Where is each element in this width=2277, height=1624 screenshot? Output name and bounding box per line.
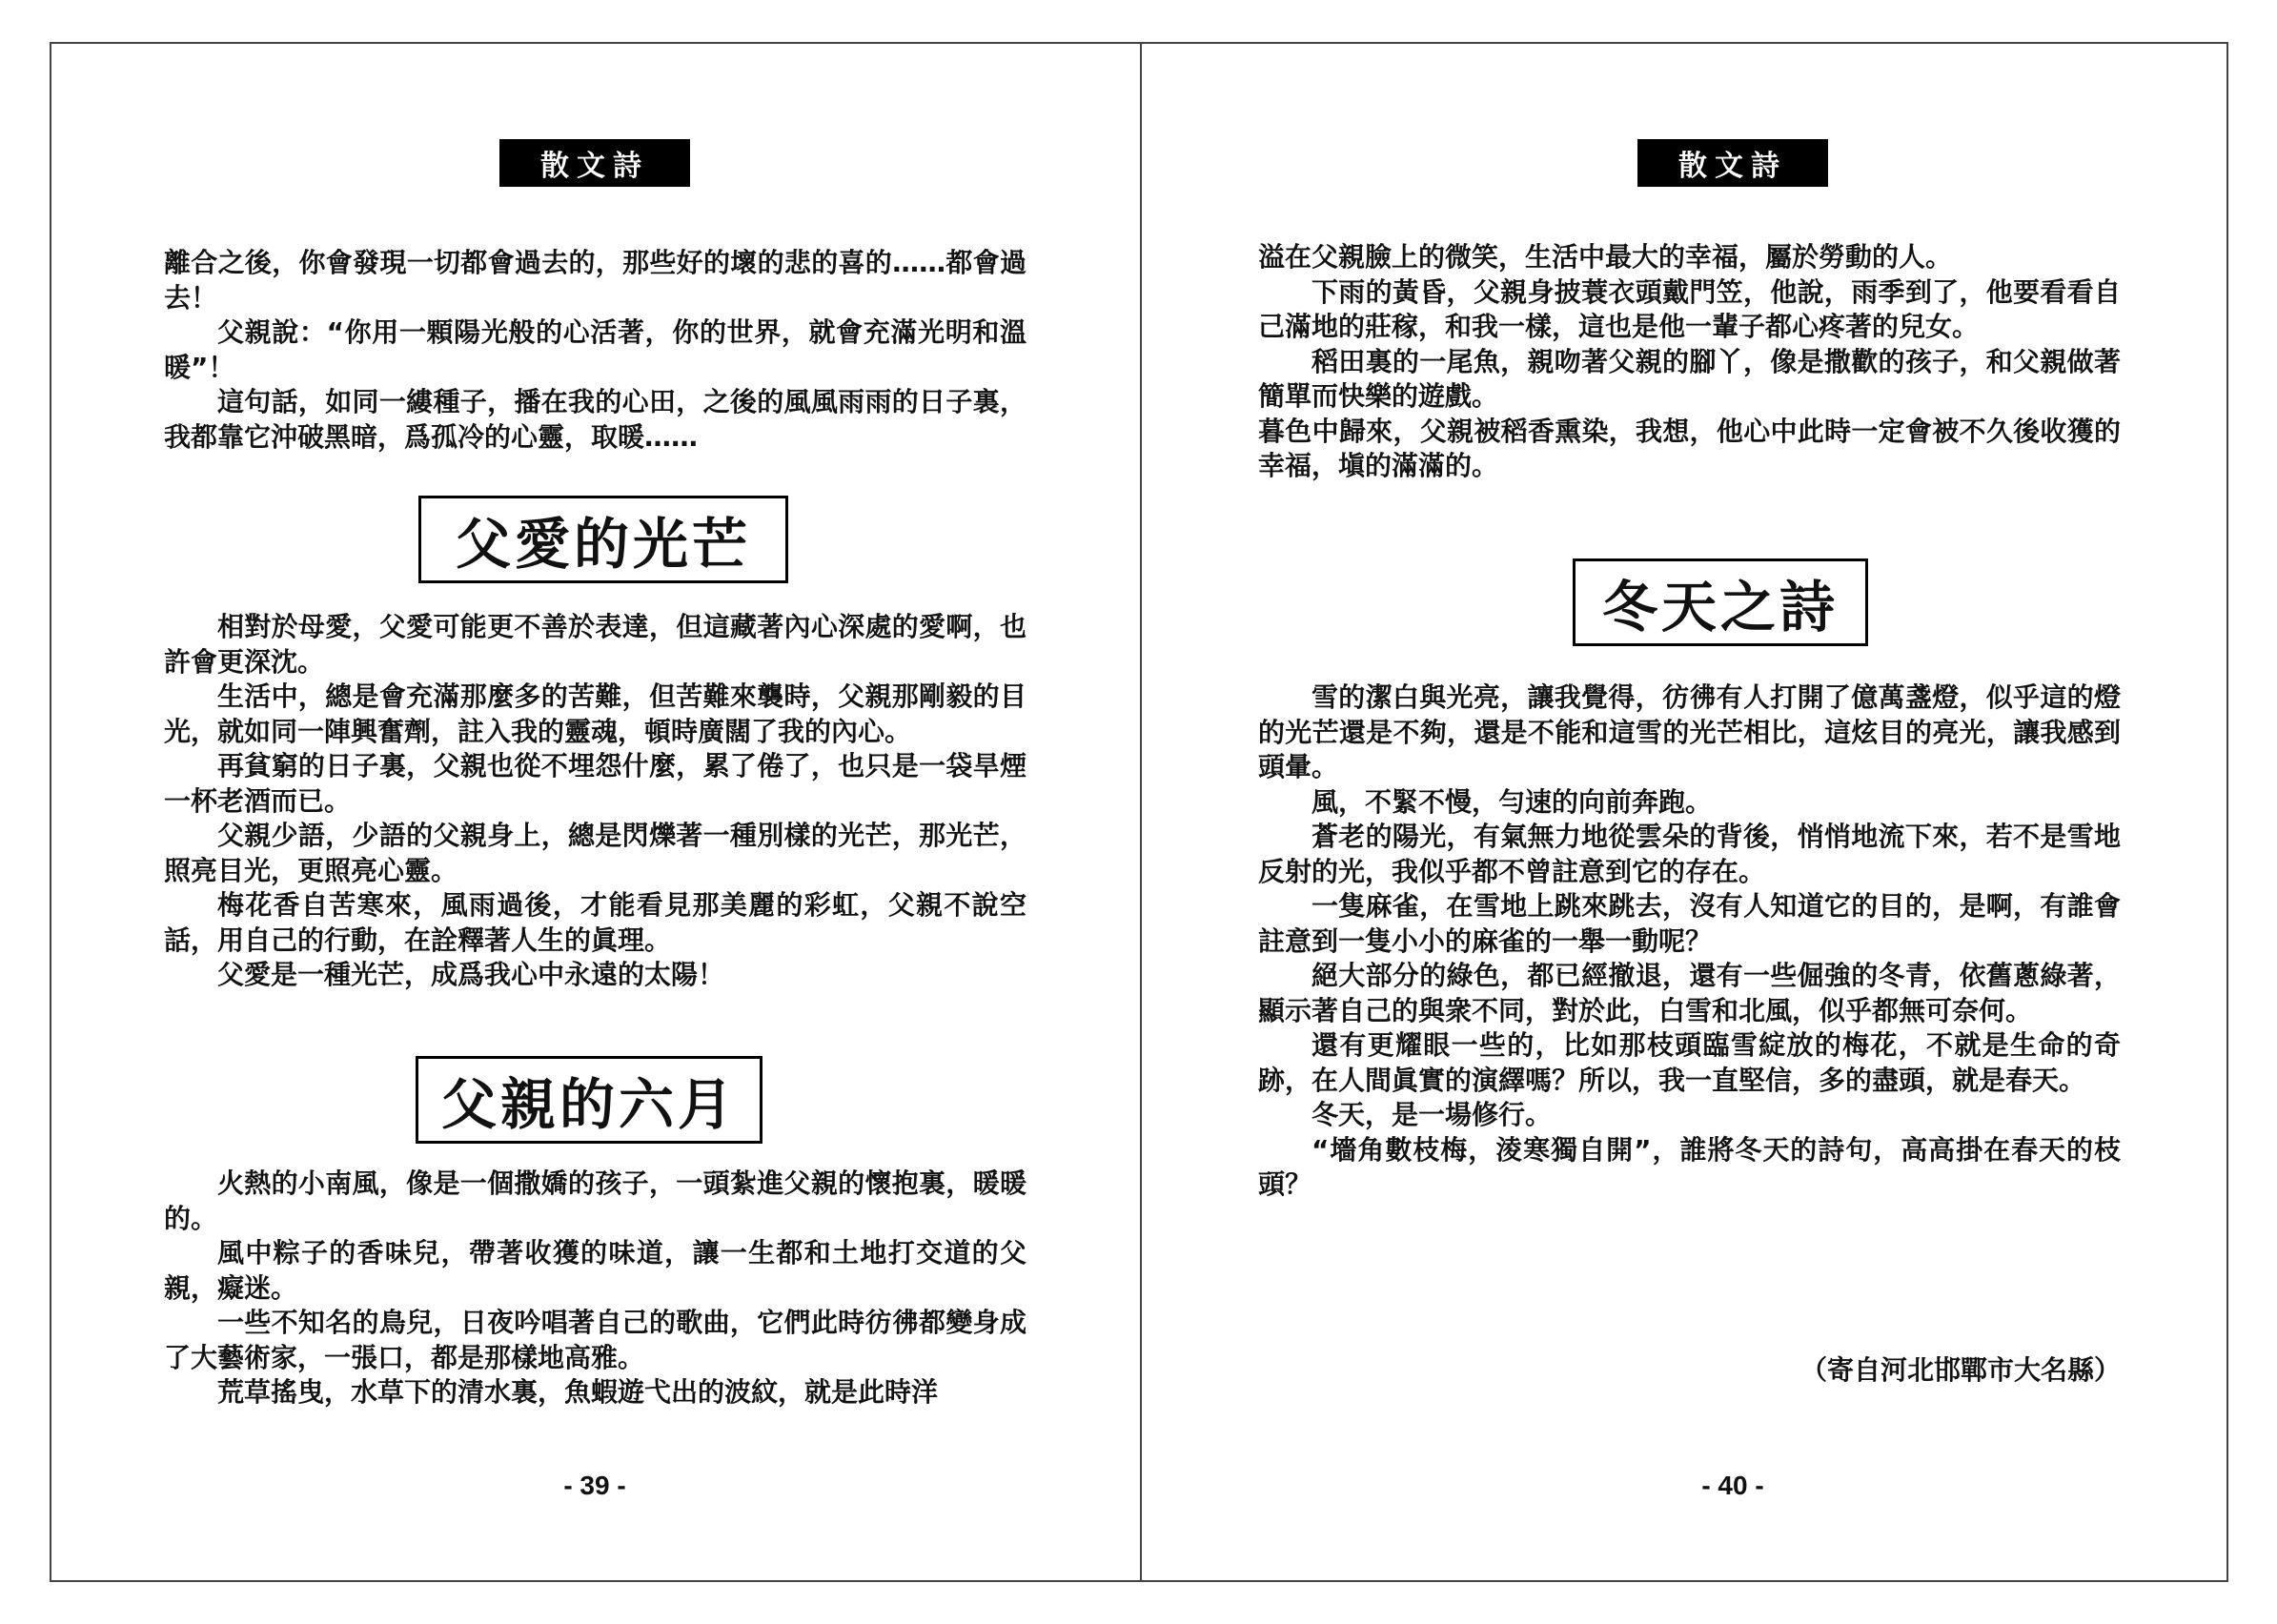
paragraph: “墻角數枝梅，淩寒獨自開”，誰將冬天的詩句，高高掛在春天的枝頭？: [1258, 1133, 2121, 1200]
paragraph: 雪的潔白與光亮，讓我覺得，彷彿有人打開了億萬盞燈，似乎這的燈的光芒還是不夠，還是不能和這雪的光芒相比，這炫目的亮光，讓我感到頭暈。: [1258, 681, 2121, 782]
poem-body: [164, 610, 1027, 993]
paragraph: 風，不緊不慢，勻速的向前奔跑。: [1311, 785, 1713, 818]
left-page: [51, 44, 1140, 1580]
intro-text: [164, 246, 1027, 455]
paragraph: 蒼老的陽光，有氣無力地從雲朵的背後，悄悄地流下來，若不是雪地反射的光，我似乎都不曾註意到它的存在。: [1258, 821, 2121, 887]
paragraph: 冬天，是一場修行。: [1311, 1099, 1553, 1130]
paragraph: 一隻麻雀，在雪地上跳來跳去，沒有人知道它的目的，是啊，有誰會註意到一隻小小的麻雀的一舉一動呢？: [1258, 890, 2121, 957]
paragraph: 父親少語，少語的父親身上，總是閃爍著一種別樣的光芒，那光芒，照亮目光，更照亮心靈。: [164, 820, 1027, 886]
paragraph: 生活中，總是會充滿那麼多的苦難，但苦難來襲時，父親那剛毅的目光，就如同一陣興奮劑，註入我的靈魂，頓時廣闊了我的內心。: [164, 680, 1027, 747]
paragraph: 稻田裏的一尾魚，親吻著父親的腳丫，像是撒歡的孩子，和父親做著簡單而快樂的遊戲。: [1258, 345, 2121, 412]
poem-title: 父愛的光芒: [418, 496, 788, 583]
paragraph: 梅花香自苦寒來，風雨過後，才能看見那美麗的彩虹，父親不說空話，用自己的行動，在詮釋著人生的眞理。: [164, 889, 1027, 956]
page-number: - 39 -: [563, 1471, 626, 1500]
right-page: [1142, 44, 2230, 1580]
paragraph: 父親說：“你用一顆陽光般的心活著，你的世界，就會充滿光明和溫暖”！: [164, 316, 1027, 383]
poem-body: [1258, 680, 2121, 1203]
paragraph: 再貧窮的日子裏，父親也從不埋怨什麼，累了倦了，也只是一袋旱煙一杯老酒而已。: [164, 750, 1027, 817]
paragraph: 下雨的黃昏，父親身披蓑衣頭戴門笠，他說，雨季到了，他要看看自己滿地的莊稼，和我一樣，這也是他一輩子都心疼著的兒女。: [1258, 275, 2121, 342]
paragraph: 還有更耀眼一些的，比如那枝頭臨雪綻放的梅花，不就是生命的奇跡，在人間眞實的演繹嗎？所以，我一直堅信，多的盡頭，就是春天。: [1258, 1029, 2121, 1096]
page-number: - 40 -: [1701, 1471, 1764, 1500]
source-note: （寄自河北邯鄲市大名縣）: [1799, 1354, 2121, 1386]
paragraph: 父愛是一種光芒，成爲我心中永遠的太陽！: [217, 959, 725, 990]
paragraph: 這句話，如同一縷種子，播在我的心田，之後的風風雨雨的日子裏，我都靠它沖破黑暗，爲孤冷的心靈，取暖……: [164, 386, 1027, 453]
poem-body: [164, 1167, 1027, 1411]
paragraph: 暮色中歸來，父親被稻香熏染，我想，他心中此時一定會被不久後收獲的幸福，塡的滿滿的。: [1258, 415, 2121, 481]
book-spread: [50, 42, 2228, 1582]
paragraph: 溢在父親臉上的微笑，生活中最大的幸福，屬於勞動的人。: [1258, 241, 1953, 273]
paragraph: 一些不知名的鳥兒，日夜吟唱著自己的歌曲，它們此時彷彿都變身成了大藝術家，一張口，都是那樣地高雅。: [164, 1307, 1027, 1373]
continued-text: [1258, 240, 2121, 484]
paragraph: 風中粽子的香味兒，帶著收獲的味道，讓一生都和土地打交道的父親，癡迷。: [164, 1237, 1027, 1304]
paragraph: 荒草搖曳，水草下的清水裏，魚蝦遊弋出的波紋，就是此時洋: [217, 1376, 939, 1408]
poem-title: 冬天之詩: [1573, 558, 1868, 646]
paragraph: 相對於母愛，父愛可能更不善於表達，但這藏著內心深處的愛啊，也許會更深沈。: [164, 611, 1027, 678]
poem-title: 父親的六月: [416, 1056, 762, 1144]
paragraph: 絕大部分的綠色，都已經撤退，還有一些倔強的冬青，依舊蔥綠著，顯示著自己的與衆不同，對於此，白雪和北風，似乎都無可奈何。: [1258, 960, 2121, 1026]
section-tag: 散文詩: [1637, 139, 1828, 187]
section-tag: 散文詩: [499, 139, 690, 187]
paragraph: 火熱的小南風，像是一個撒嬌的孩子，一頭紮進父親的懷抱裏，暖暖的。: [164, 1167, 1027, 1234]
paragraph: 離合之後，你會發現一切都會過去的，那些好的壞的悲的喜的……都會過去！: [164, 247, 1027, 314]
